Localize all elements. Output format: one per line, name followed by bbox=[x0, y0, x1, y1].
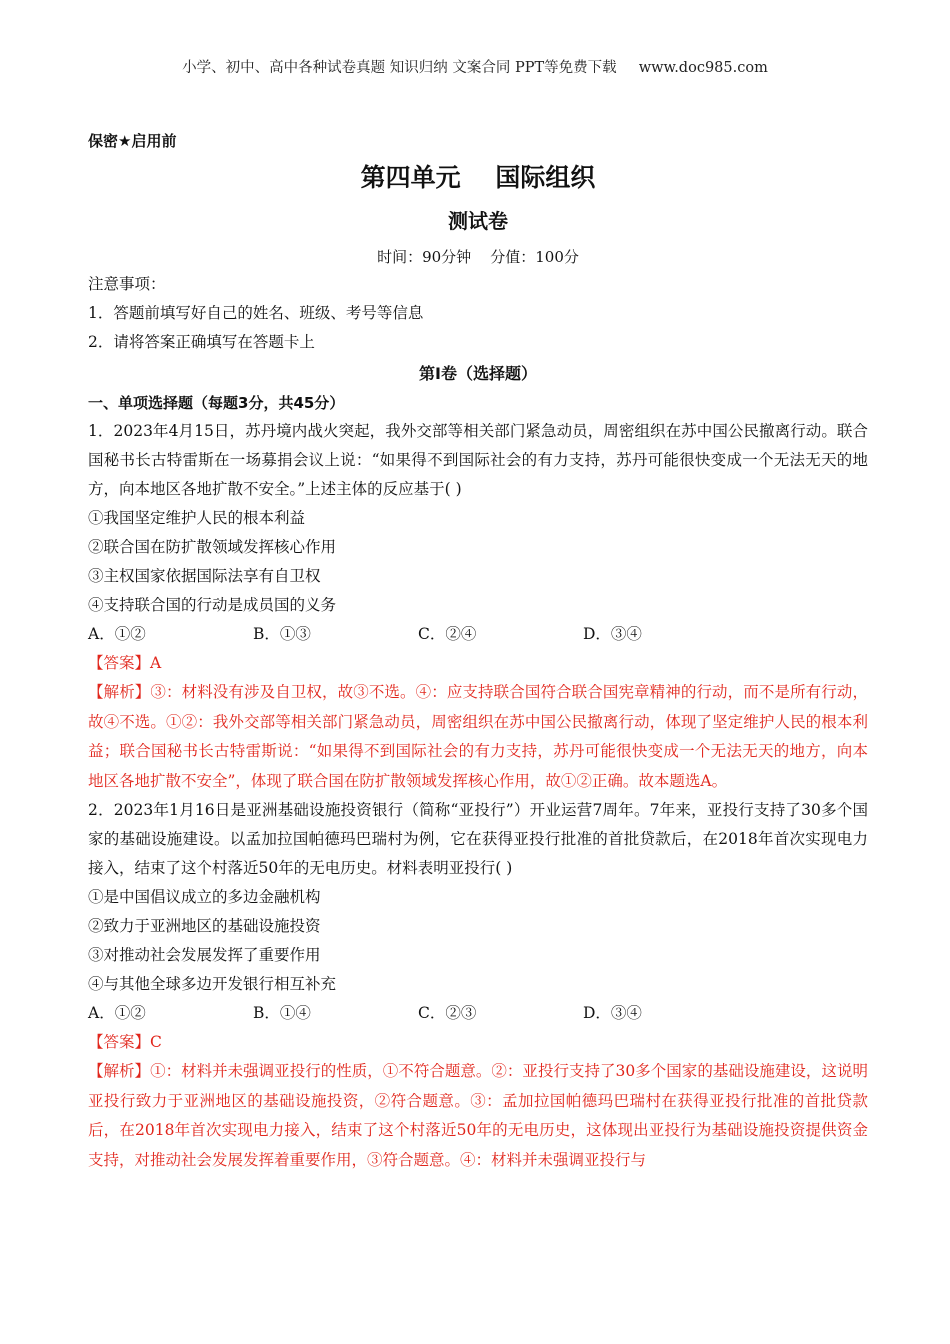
header-slogan: 小学、初中、高中各种试卷真题 知识归纳 文案合同 PPT等免费下载 bbox=[182, 60, 617, 76]
question-item: ③对推动社会发展发挥了重要作用 bbox=[88, 946, 321, 964]
note-item: 1．答题前填写好自己的姓名、班级、考号等信息 bbox=[88, 304, 424, 322]
question-item: ④与其他全球多边开发银行相互补充 bbox=[88, 975, 337, 993]
option-c: C．②③ bbox=[418, 1004, 477, 1022]
analysis-text: ③：材料没有涉及自卫权，故③不选。④：应支持联合国符合联合国宪章精神的行动，而不是所有行动，故④不选。①②：我外交部等相关部门紧急动员，周密组织在苏中国公民撤离行动，体现了坚定维护人民的根本利益；联合国秘书长古特雷斯说：“如果得不到国际社会的有力支持，苏丹可能很快变成一个无法无天的地方，向本地区各地扩散不安全”，体现了联合国在防扩散领域发挥核心作用，故①②正确。故本题选A。 bbox=[88, 683, 868, 790]
answer-value: A bbox=[150, 654, 162, 672]
option-b: B．①③ bbox=[253, 625, 311, 643]
option-d: D．③④ bbox=[583, 625, 642, 643]
answer-line bbox=[88, 1028, 868, 1057]
analysis-block bbox=[88, 1057, 868, 1175]
page-title: 第四单元 国际组织 bbox=[360, 163, 596, 192]
question-item: ②致力于亚洲地区的基础设施投资 bbox=[88, 917, 321, 935]
question-item: ④支持联合国的行动是成员国的义务 bbox=[88, 596, 337, 614]
confidential-label: 保密★启用前 bbox=[88, 132, 177, 150]
option-a: A．①② bbox=[88, 625, 146, 643]
question-item: ②联合国在防扩散领域发挥核心作用 bbox=[88, 538, 337, 556]
question-2 bbox=[88, 796, 868, 1175]
question-item: ①是中国倡议成立的多边金融机构 bbox=[88, 888, 321, 906]
section-title: 第I卷（选择题） bbox=[419, 364, 537, 383]
question-stem: 2．2023年1月16日是亚洲基础设施投资银行（简称“亚投行”）开业运营7周年。7年来，亚投行支持了30多个国家的基础设施建设。以孟加拉国帕德玛巴瑞村为例，它在获得亚投行批准的首批贷款后，在2018年首次实现电力接入，结束了这个村落近50年的无电历史。材料表明亚投行( ) bbox=[88, 801, 868, 877]
answer-value: C bbox=[150, 1033, 162, 1051]
notes-title: 注意事项： bbox=[88, 275, 166, 293]
option-b: B．①④ bbox=[253, 1004, 311, 1022]
analysis-block bbox=[88, 678, 868, 796]
question-item: ③主权国家依据国际法享有自卫权 bbox=[88, 567, 321, 585]
exam-meta: 时间：90分钟 分值：100分 bbox=[377, 248, 579, 266]
analysis-label: 【解析】 bbox=[88, 683, 151, 701]
analysis-text: ①：材料并未强调亚投行的性质，①不符合题意。②：亚投行支持了30多个国家的基础设施建设，这说明亚投行致力于亚洲地区的基础设施投资，②符合题意。③：孟加拉国帕德玛巴瑞村在获得亚投行批准的首批贷款后，在2018年首次实现电力接入，结束了这个村落近50年的无电历史，这体现出亚投行为基础设施投资提供资金支持，对推动社会发展发挥着重要作用，③符合题意。④：材料并未强调亚投行与 bbox=[88, 1062, 868, 1169]
page-subtitle: 测试卷 bbox=[448, 209, 508, 233]
answer-line bbox=[88, 649, 868, 678]
question-stem: 1．2023年4月15日，苏丹境内战火突起，我外交部等相关部门紧急动员，周密组织在苏中国公民撤离行动。联合国秘书长古特雷斯在一场募捐会议上说：“如果得不到国际社会的有力支持，苏丹可能很快变成一个无法无天的地方，向本地区各地扩散不安全。”上述主体的反应基于( ) bbox=[88, 422, 868, 498]
answer-label: 【答案】 bbox=[88, 1033, 151, 1051]
document-body bbox=[88, 128, 868, 1175]
answer-options bbox=[88, 620, 868, 649]
page-header bbox=[0, 56, 950, 77]
note-item: 2．请将答案正确填写在答题卡上 bbox=[88, 333, 315, 351]
option-a: A．①② bbox=[88, 1004, 146, 1022]
analysis-label: 【解析】 bbox=[88, 1062, 151, 1080]
part-title: 一、单项选择题（每题3分，共45分） bbox=[88, 394, 345, 412]
option-d: D．③④ bbox=[583, 1004, 642, 1022]
header-site-link[interactable]: www.doc985.com bbox=[638, 60, 768, 76]
option-c: C．②④ bbox=[418, 625, 477, 643]
question-1 bbox=[88, 417, 868, 796]
question-item: ①我国坚定维护人民的根本利益 bbox=[88, 509, 306, 527]
answer-options bbox=[88, 999, 868, 1028]
answer-label: 【答案】 bbox=[88, 654, 151, 672]
